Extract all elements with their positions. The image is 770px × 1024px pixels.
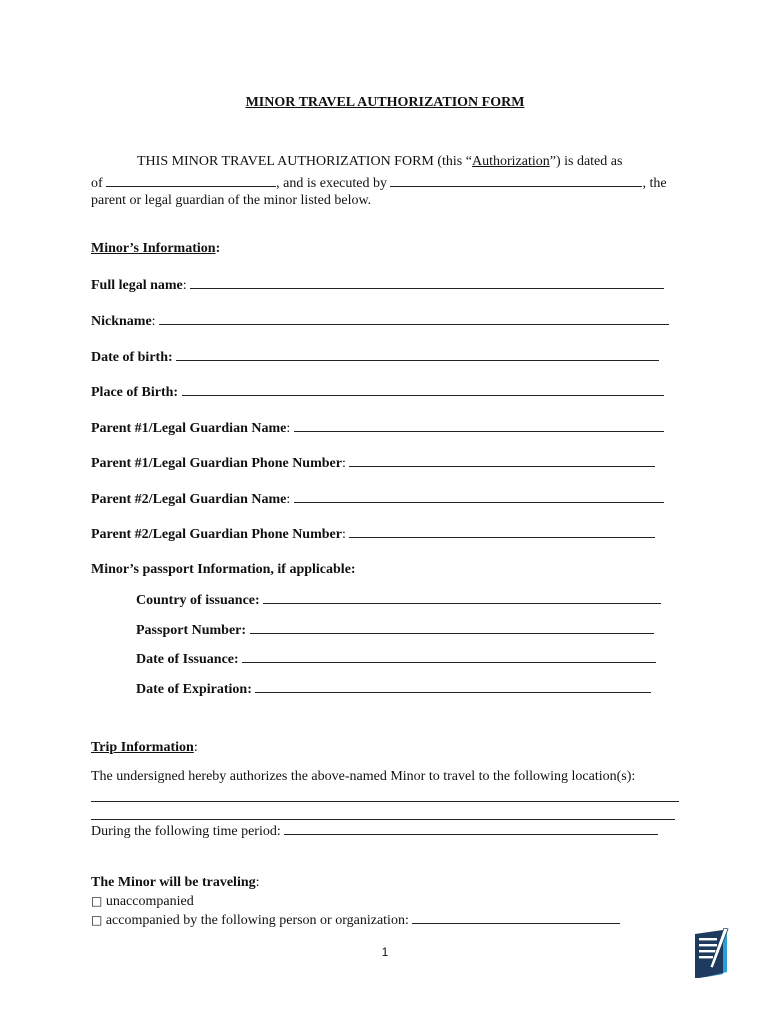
nickname-field[interactable] (159, 311, 669, 325)
time-period-row: During the following time period: (91, 821, 658, 841)
page-number: 1 (381, 945, 389, 959)
date-of-birth-field[interactable] (176, 347, 659, 361)
parent1-phone-row: Parent #1/Legal Guardian Phone Number: (91, 453, 655, 473)
date-of-issuance-row: Date of Issuance: (136, 649, 656, 669)
time-period-field[interactable] (284, 821, 658, 835)
form-title: MINOR TRAVEL AUTHORIZATION FORM (245, 95, 525, 110)
passport-number-row: Passport Number: (136, 620, 654, 640)
country-of-issuance-row: Country of issuance: (136, 590, 661, 610)
nickname-row: Nickname: (91, 311, 669, 331)
parent2-phone-field[interactable] (349, 524, 655, 538)
date-of-expiration-row: Date of Expiration: (136, 679, 651, 699)
document-logo-icon (693, 928, 729, 980)
passport-heading: Minor’s passport Information, if applicable: (91, 562, 356, 577)
parent2-name-row: Parent #2/Legal Guardian Name: (91, 489, 664, 509)
intro-line-3: parent or legal guardian of the minor listed below. (91, 193, 372, 208)
date-of-issuance-field[interactable] (242, 649, 656, 663)
trip-info-heading: Trip Information: (91, 740, 198, 755)
accompanied-checkbox[interactable]: □ (91, 913, 103, 927)
parent1-phone-field[interactable] (349, 453, 655, 467)
unaccompanied-checkbox[interactable]: □ (91, 894, 103, 908)
full-legal-name-field[interactable] (190, 275, 664, 289)
intro-line-2: of , and is executed by , the (91, 173, 667, 193)
intro-line-1: THIS MINOR TRAVEL AUTHORIZATION FORM (this “Authorization”) is dated as (137, 154, 623, 169)
parent1-name-row: Parent #1/Legal Guardian Name: (91, 418, 664, 438)
option-unaccompanied: □ unaccompanied (91, 894, 194, 909)
parent1-name-field[interactable] (294, 418, 664, 432)
locations-field-1[interactable] (91, 801, 679, 802)
place-of-birth-field[interactable] (182, 382, 664, 396)
authorization-term: Authorization (471, 154, 550, 169)
passport-number-field[interactable] (250, 620, 654, 634)
minor-info-heading: Minor’s Information: (91, 241, 221, 256)
parent2-phone-row: Parent #2/Legal Guardian Phone Number: (91, 524, 655, 544)
traveling-heading: The Minor will be traveling: (91, 875, 260, 890)
accompanied-by-field[interactable] (412, 910, 620, 924)
date-field[interactable] (106, 173, 276, 187)
option-accompanied: □ accompanied by the following person or organization: (91, 910, 620, 930)
place-of-birth-row: Place of Birth: (91, 382, 664, 402)
country-of-issuance-field[interactable] (263, 590, 661, 604)
full-legal-name-row: Full legal name: (91, 275, 664, 295)
date-of-birth-row: Date of birth: (91, 347, 659, 367)
parent2-name-field[interactable] (294, 489, 664, 503)
trip-authorizes-text: The undersigned hereby authorizes the above-named Minor to travel to the following location(s): (91, 769, 636, 784)
date-of-expiration-field[interactable] (255, 679, 651, 693)
locations-field-2[interactable] (91, 819, 675, 820)
executed-by-field[interactable] (390, 173, 642, 187)
